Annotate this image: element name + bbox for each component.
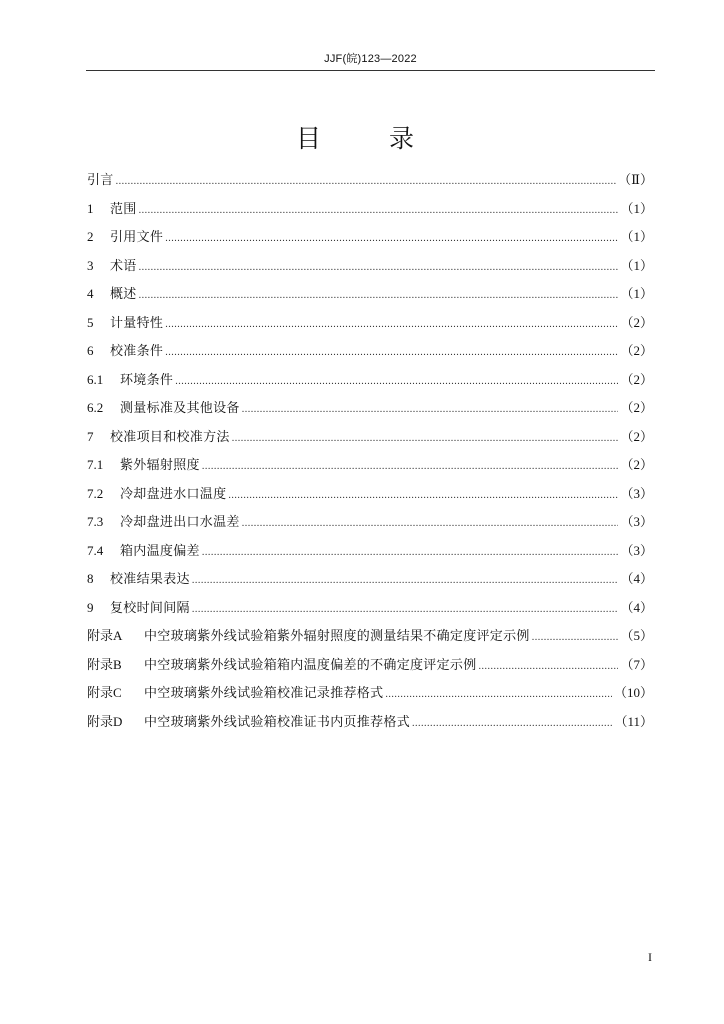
toc-entry-title: 中空玻璃紫外线试验箱箱内温度偏差的不确定度评定示例 [144, 657, 477, 673]
toc-page-ref: （1） [620, 286, 653, 301]
toc-entry-6[interactable] [87, 337, 653, 366]
toc-entry-5[interactable] [87, 309, 653, 338]
toc-page-ref: （2） [620, 400, 653, 415]
toc-entry-2[interactable] [87, 223, 653, 252]
toc-page-ref: （2） [620, 457, 653, 472]
toc-leader-dots [192, 567, 619, 596]
toc-entry-title: 冷却盘进出口水温差 [120, 515, 240, 530]
toc-entry-title: 环境条件 [120, 372, 174, 388]
toc-entry-7[interactable] [87, 423, 653, 452]
page-number: I [648, 950, 652, 964]
toc-entry-number: 7.2 [87, 485, 104, 501]
toc-entry-appendix-c[interactable] [87, 679, 653, 708]
toc-page-ref: （2） [620, 428, 653, 444]
toc-entry-title: 范围 [110, 201, 137, 217]
toc-leader-dots [532, 624, 619, 653]
toc-entry-title: 紫外辐射照度 [120, 458, 200, 473]
toc-entry-title: 复校时间间隔 [110, 600, 190, 616]
toc-entry-number: 9 [87, 599, 94, 615]
toc-leader-dots [139, 254, 619, 283]
toc-entry-number: 5 [87, 314, 94, 330]
toc-entry-title: 箱内温度偏差 [120, 543, 200, 559]
toc-page-ref: （7） [620, 656, 653, 672]
toc-entry-number: 7 [87, 428, 94, 444]
toc-entry-number: 附录D [87, 713, 123, 729]
toc-entry-title: 中空玻璃紫外线试验箱校准记录推荐格式 [144, 686, 384, 701]
toc-entry-number: 7.3 [87, 514, 104, 529]
toc-page-ref: （5） [620, 628, 653, 643]
toc-entry-7-1[interactable] [87, 451, 653, 480]
toc-leader-dots [175, 368, 618, 397]
toc-entry-title: 中空玻璃紫外线试验箱校准证书内页推荐格式 [144, 714, 411, 730]
toc-entry-title: 引言 [87, 173, 114, 188]
toc-leader-dots [165, 311, 618, 340]
toc-leader-dots [242, 396, 619, 425]
toc-entry-7-2[interactable] [87, 480, 653, 509]
toc-leader-dots [165, 339, 618, 368]
page-title: 目 录 [296, 124, 444, 153]
toc-entry-title: 引用文件 [110, 230, 164, 245]
toc-page-ref: （1） [620, 257, 653, 273]
table-of-contents [87, 166, 653, 736]
toc-entry-9[interactable] [87, 594, 653, 623]
toc-entry-number: 附录C [87, 685, 122, 700]
toc-entry-7-4[interactable] [87, 537, 653, 566]
toc-entry-7-3[interactable] [87, 508, 653, 537]
toc-page-ref: （1） [620, 229, 653, 244]
toc-leader-dots [202, 539, 619, 568]
toc-leader-dots [412, 710, 612, 739]
toc-leader-dots [139, 197, 619, 226]
toc-leader-dots [385, 681, 612, 710]
toc-leader-dots [479, 653, 619, 682]
toc-entry-number: 附录A [87, 628, 123, 643]
toc-page-ref: （2） [620, 314, 653, 330]
toc-entry-intro[interactable] [87, 166, 653, 195]
toc-leader-dots [228, 482, 618, 511]
toc-page-ref: （2） [620, 343, 653, 358]
toc-page-ref: （2） [620, 371, 653, 387]
toc-entry-number: 7.4 [87, 542, 104, 558]
toc-entry-title: 中空玻璃紫外线试验箱紫外辐射照度的测量结果不确定度评定示例 [144, 629, 530, 644]
toc-entry-appendix-d[interactable] [87, 708, 653, 737]
toc-entry-number: 附录B [87, 656, 122, 672]
toc-entry-number: 2 [87, 229, 94, 244]
toc-entry-appendix-a[interactable] [87, 622, 653, 651]
toc-leader-dots [165, 225, 618, 254]
toc-entry-4[interactable] [87, 280, 653, 309]
toc-page-ref: （10） [613, 685, 653, 700]
toc-entry-appendix-b[interactable] [87, 651, 653, 680]
toc-entry-title: 校准结果表达 [110, 572, 190, 587]
toc-entry-6-1[interactable] [87, 366, 653, 395]
toc-entry-8[interactable] [87, 565, 653, 594]
toc-entry-title: 术语 [110, 258, 137, 274]
toc-entry-number: 6.2 [87, 400, 104, 415]
page-header [86, 50, 655, 71]
toc-page-ref: （3） [620, 485, 653, 501]
toc-entry-title: 冷却盘进水口温度 [120, 486, 227, 502]
toc-page-ref: （3） [620, 514, 653, 529]
toc-leader-dots [232, 425, 619, 454]
toc-leader-dots [116, 168, 617, 197]
toc-entry-title: 计量特性 [110, 315, 164, 331]
toc-entry-title: 测量标准及其他设备 [120, 401, 240, 416]
toc-leader-dots [202, 453, 619, 482]
toc-entry-1[interactable] [87, 195, 653, 224]
toc-entry-title: 概述 [110, 287, 137, 302]
toc-page-ref: （Ⅱ） [618, 172, 653, 187]
toc-entry-6-2[interactable] [87, 394, 653, 423]
toc-entry-number: 8 [87, 571, 94, 586]
toc-leader-dots [139, 282, 619, 311]
toc-entry-number: 7.1 [87, 457, 104, 472]
standard-code: JJF(皖)123—2022 [324, 53, 417, 65]
toc-page-ref: （4） [620, 599, 653, 615]
toc-page-ref: （4） [620, 571, 653, 586]
toc-entry-number: 4 [87, 286, 94, 301]
toc-entry-3[interactable] [87, 252, 653, 281]
toc-page-ref: （11） [614, 713, 653, 729]
toc-page-ref: （1） [620, 200, 653, 216]
toc-entry-number: 6.1 [87, 371, 104, 387]
toc-leader-dots [242, 510, 619, 539]
toc-entry-number: 6 [87, 343, 94, 358]
toc-entry-number: 1 [87, 200, 94, 216]
toc-entry-title: 校准条件 [110, 344, 164, 359]
toc-entry-title: 校准项目和校准方法 [110, 429, 230, 445]
toc-page-ref: （3） [620, 542, 653, 558]
toc-leader-dots [192, 596, 619, 625]
toc-entry-number: 3 [87, 257, 94, 273]
